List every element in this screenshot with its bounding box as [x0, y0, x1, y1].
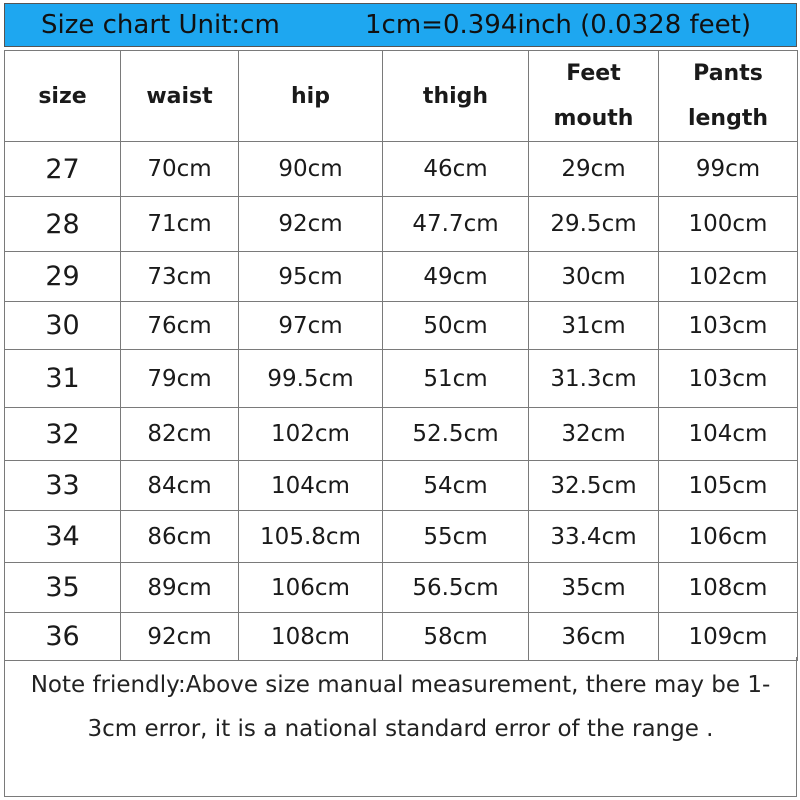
measurement-cell: 103cm — [659, 350, 798, 408]
header-banner — [4, 3, 797, 47]
measurement-cell: 99.5cm — [239, 350, 383, 408]
measurement-cell: 51cm — [383, 350, 529, 408]
table-row — [5, 461, 798, 511]
measurement-cell: 82cm — [121, 408, 239, 461]
size-cell: 32 — [5, 408, 121, 461]
measurement-cell: 106cm — [239, 563, 383, 613]
table-row — [5, 613, 798, 661]
measurement-cell: 100cm — [659, 197, 798, 252]
measurement-cell: 99cm — [659, 142, 798, 197]
measurement-cell: 49cm — [383, 252, 529, 302]
measurement-cell: 105.8cm — [239, 511, 383, 563]
table-row — [5, 408, 798, 461]
column-header: waist — [121, 51, 239, 142]
column-header: thigh — [383, 51, 529, 142]
measurement-cell: 32.5cm — [529, 461, 659, 511]
table-row — [5, 197, 798, 252]
measurement-cell: 109cm — [659, 613, 798, 661]
measurement-cell: 30cm — [529, 252, 659, 302]
measurement-cell: 47.7cm — [383, 197, 529, 252]
measurement-cell: 106cm — [659, 511, 798, 563]
measurement-cell: 92cm — [239, 197, 383, 252]
size-cell: 36 — [5, 613, 121, 661]
size-cell: 31 — [5, 350, 121, 408]
measurement-cell: 108cm — [659, 563, 798, 613]
measurement-cell: 90cm — [239, 142, 383, 197]
size-cell: 27 — [5, 142, 121, 197]
measurement-cell: 97cm — [239, 302, 383, 350]
measurement-cell: 71cm — [121, 197, 239, 252]
measurement-cell: 103cm — [659, 302, 798, 350]
measurement-cell: 33.4cm — [529, 511, 659, 563]
size-cell: 33 — [5, 461, 121, 511]
measurement-cell: 36cm — [529, 613, 659, 661]
table-row — [5, 302, 798, 350]
measurement-cell: 56.5cm — [383, 563, 529, 613]
measurement-cell: 86cm — [121, 511, 239, 563]
measurement-cell: 84cm — [121, 461, 239, 511]
measurement-cell: 54cm — [383, 461, 529, 511]
measurement-cell: 32cm — [529, 408, 659, 461]
measurement-cell: 50cm — [383, 302, 529, 350]
measurement-cell: 102cm — [239, 408, 383, 461]
unit-conversion: 1cm=0.394inch (0.0328 feet) — [365, 10, 751, 40]
measurement-cell: 46cm — [383, 142, 529, 197]
measurement-cell: 52.5cm — [383, 408, 529, 461]
measurement-cell: 104cm — [659, 408, 798, 461]
table-row — [5, 252, 798, 302]
measurement-cell: 73cm — [121, 252, 239, 302]
measurement-cell: 70cm — [121, 142, 239, 197]
note-text: Note friendly:Above size manual measurement, there may be 1-3cm error, it is a national standard error of the range . — [4, 657, 797, 797]
table-row — [5, 511, 798, 563]
measurement-cell: 105cm — [659, 461, 798, 511]
size-cell: 34 — [5, 511, 121, 563]
size-table — [4, 50, 798, 661]
column-header: Pants length — [659, 51, 798, 142]
measurement-cell: 102cm — [659, 252, 798, 302]
size-cell: 30 — [5, 302, 121, 350]
table-row — [5, 350, 798, 408]
measurement-cell: 92cm — [121, 613, 239, 661]
measurement-cell: 89cm — [121, 563, 239, 613]
measurement-cell: 58cm — [383, 613, 529, 661]
measurement-cell: 31.3cm — [529, 350, 659, 408]
size-cell: 35 — [5, 563, 121, 613]
header-row — [5, 51, 798, 142]
measurement-cell: 31cm — [529, 302, 659, 350]
measurement-cell: 76cm — [121, 302, 239, 350]
measurement-cell: 29cm — [529, 142, 659, 197]
measurement-cell: 29.5cm — [529, 197, 659, 252]
header-title: Size chart Unit:cm — [41, 10, 280, 40]
measurement-cell: 108cm — [239, 613, 383, 661]
table-row — [5, 563, 798, 613]
measurement-cell: 35cm — [529, 563, 659, 613]
measurement-cell: 104cm — [239, 461, 383, 511]
column-header: size — [5, 51, 121, 142]
column-header: hip — [239, 51, 383, 142]
measurement-cell: 79cm — [121, 350, 239, 408]
measurement-cell: 55cm — [383, 511, 529, 563]
size-cell: 28 — [5, 197, 121, 252]
column-header: Feet mouth — [529, 51, 659, 142]
size-cell: 29 — [5, 252, 121, 302]
table-row — [5, 142, 798, 197]
measurement-cell: 95cm — [239, 252, 383, 302]
